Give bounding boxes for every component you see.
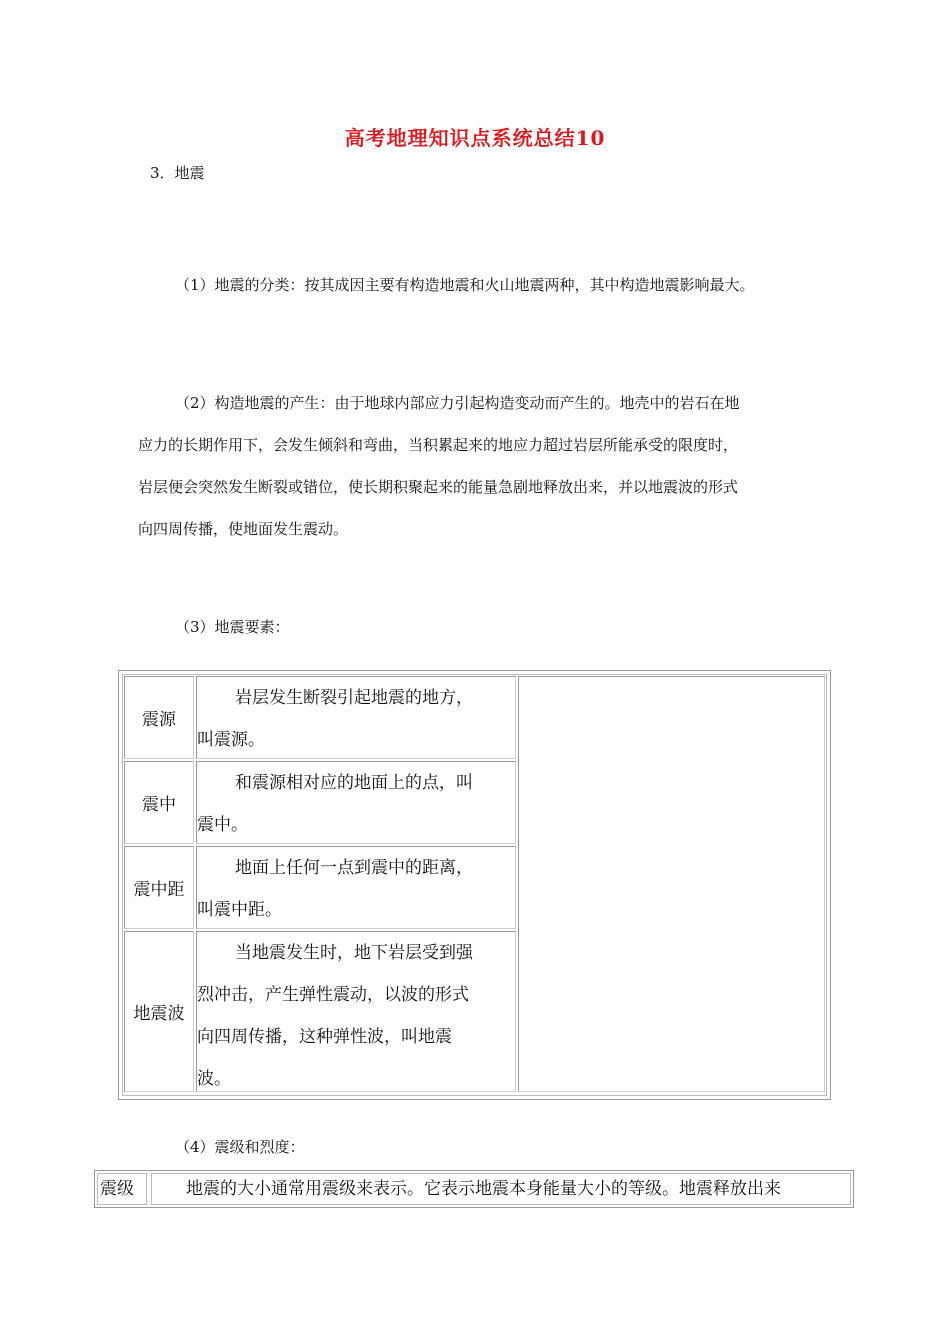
definition-line: 当地震发生时，地下岩层受到强 [235, 943, 473, 963]
paragraph-line: （2）构造地震的产生：由于地球内部应力引起构造变动而产生的。地壳中的岩石在地 [175, 394, 740, 412]
paragraph-classification: （1）地震的分类：按其成因主要有构造地震和火山地震两种，其中构造地震影响最大。 [175, 276, 755, 294]
paragraph-line: 应力的长期作用下，会发生倾斜和弯曲，当积累起来的地应力超过岩层所能承受的限度时， [138, 436, 739, 454]
definition-line: 波。 [197, 1069, 231, 1089]
section-heading: 3．地震 [150, 164, 205, 182]
definition-line: 岩层发生断裂引起地震的地方， [235, 688, 473, 708]
definition-line: 叫震源。 [197, 730, 265, 750]
table-cell-term: 震中距 [124, 846, 194, 929]
paragraph-magnitude-heading: （4）震级和烈度： [175, 1138, 305, 1156]
table-cell-definition [196, 931, 516, 1092]
earthquake-elements-table [118, 670, 831, 1100]
table-cell-term: 地震波 [124, 931, 194, 1092]
definition-line: 和震源相对应的地面上的点，叫 [235, 773, 473, 793]
definition-line: 向四周传播，这种弹性波，叫地震 [197, 1027, 452, 1047]
definition-line: 地面上任何一点到震中的距离， [235, 858, 473, 878]
paragraph-elements-heading: （3）地震要素： [175, 618, 290, 636]
page-title: 高考地理知识点系统总结10 [344, 126, 606, 150]
table-cell-term: 震中 [124, 761, 194, 844]
table-cell-empty [518, 676, 825, 1092]
magnitude-table [94, 1170, 854, 1208]
table-cell-definition: 地震的大小通常用震级来表示。它表示地震本身能量大小的等级。地震释放出来 [151, 1173, 851, 1205]
definition-line: 震中。 [197, 815, 248, 835]
table-cell-definition [196, 761, 516, 844]
definition-line: 叫震中距。 [197, 900, 282, 920]
table-cell-definition [196, 676, 516, 759]
table-cell-definition [196, 846, 516, 929]
table-cell-term: 震级 [97, 1173, 147, 1205]
paragraph-formation [138, 382, 818, 550]
paragraph-line: 向四周传播，使地面发生震动。 [138, 520, 349, 538]
table-cell-term: 震源 [124, 676, 194, 759]
definition-line: 烈冲击，产生弹性震动，以波的形式 [197, 985, 469, 1005]
paragraph-line: 岩层便会突然发生断裂或错位，使长期积聚起来的能量急剧地释放出来，并以地震波的形式 [138, 478, 739, 496]
